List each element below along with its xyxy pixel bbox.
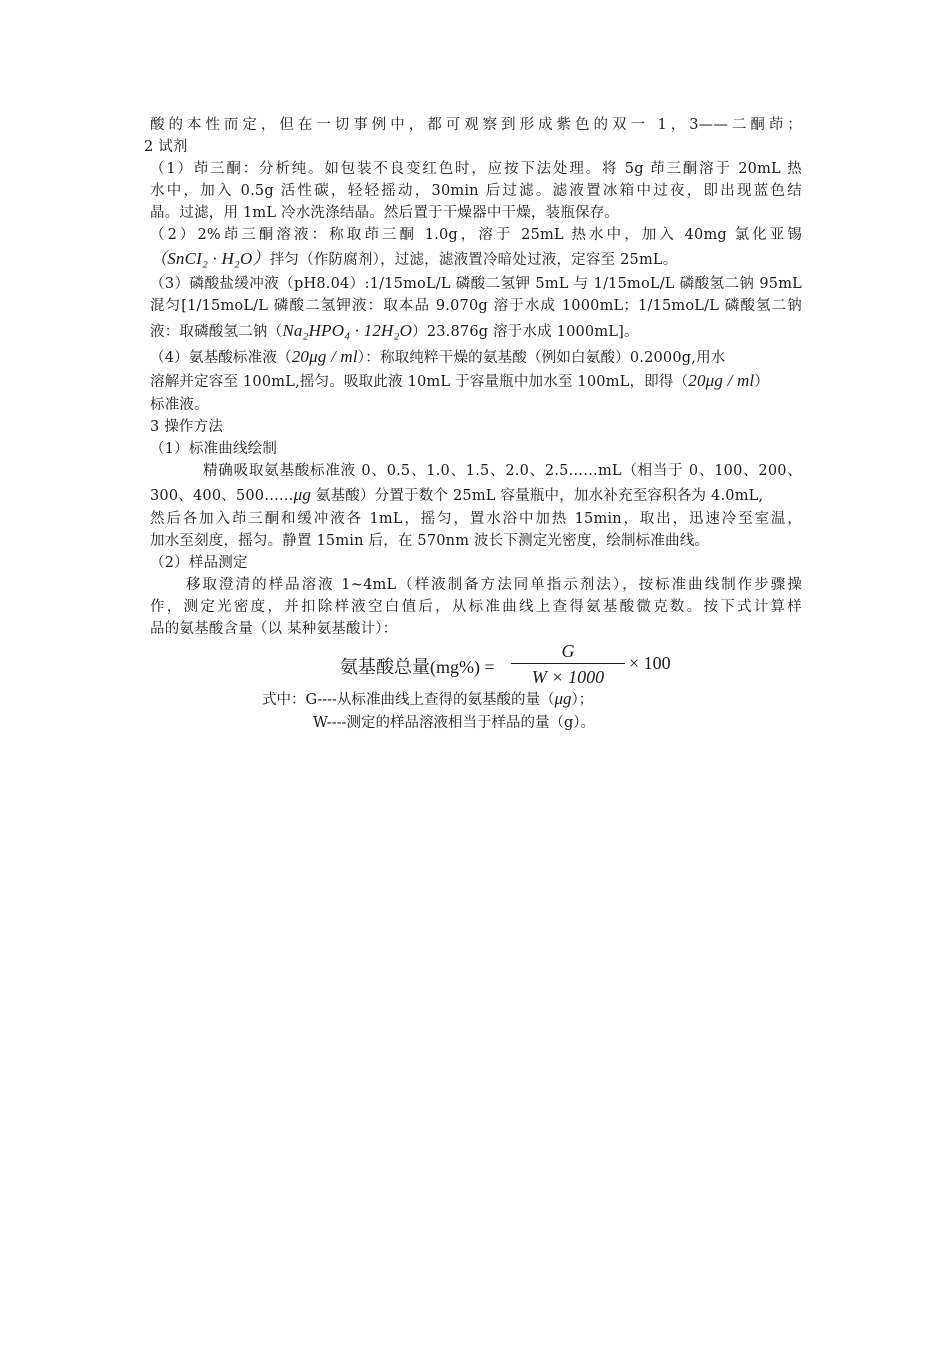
note-g-definition (262, 688, 593, 711)
subheading-standard-curve: （1）标准曲线绘制 (150, 441, 278, 457)
text-line-18-a: 300、400、500…… (150, 488, 294, 504)
text-line-11 (150, 346, 802, 369)
text-line-12 (150, 370, 802, 393)
text-line-20: 加水至刻度，摇匀。静置 15min 后，在 570nm 波长下测定光密度，绘制标准曲线。 (150, 533, 710, 549)
text-line-7 (150, 248, 802, 271)
text-line-9: 混匀[1/15moL/L 磷酸二氢钾液：取本品 9.070g 溶于水成 1000mL；1/15moL/L 磷酸氢二钠 (150, 298, 802, 314)
note-g-a: 式中：G----从标准曲线上查得的氨基酸的量（ (262, 692, 555, 708)
formula-lhs: 氨基酸总量(mg%) = (340, 657, 495, 677)
text-line-10-b: ）23.876g 溶于水成 1000mL]。 (412, 324, 639, 340)
note-g-b: ）； (571, 692, 594, 708)
amino-acid-formula (340, 640, 671, 690)
sncl-formula: （SnCI₂ · H₂O） (150, 249, 270, 268)
subheading-sample-test: （2）样品测定 (150, 555, 248, 571)
text-line-8: （3）磷酸盐缓冲液（pH8.04）:1/15moL/L 磷酸二氢钾 5mL 与 1/15moL/L 磷酸氢二钠 95mL (150, 276, 802, 292)
text-line-7-rest: 拌匀（作防腐剂），过滤，滤液置冷暗处过液，定容至 25mL。 (269, 252, 678, 268)
formula-fraction (511, 640, 625, 688)
section-heading-reagents: 2 试剂 (144, 139, 188, 155)
text-line-24: 品的氨基酸含量（以 某种氨基酸计）： (150, 621, 398, 637)
text-line-5: 晶。过滤，用 1mL 冷水洗涤结晶。然后置于干燥器中干燥，装瓶保存。 (150, 205, 620, 221)
text-line-3: （1）茚三酮：分析纯。如包装不良变红色时，应按下法处理。将 5g 茚三酮溶于 20mL 热 (150, 161, 802, 177)
text-line-17: 精确吸取氨基酸标准液 0、0.5、1.0、1.5、2.0、2.5……mL（相当于 0、100、200、 (203, 463, 802, 479)
text-line-1: 酸的本性而定，但在一切事例中，都可观察到形成紫色的双一 1，3——二酮茚； (150, 117, 802, 133)
text-line-11-a: （4）氨基酸标准液（ (150, 350, 292, 366)
formula-numerator: G (561, 641, 575, 661)
text-line-10 (150, 320, 802, 343)
text-line-12-a: 溶解并定容至 100mL,摇匀。吸取此液 10mL 于容量瓶中加水至 100mL，即得（ (150, 374, 689, 390)
note-ug-symbol: μg (554, 689, 572, 708)
concentration-formula: 20μg / ml (291, 347, 358, 366)
na2hpo4-formula: Na₂HPO₄ · 12H₂O (282, 321, 413, 340)
text-line-19: 然后各加入茚三酮和缓冲液各 1mL，摇匀，置水浴中加热 15min，取出，迅速冷至室温， (150, 511, 802, 527)
text-line-10-a: 液：取磷酸氢二钠（ (150, 324, 283, 340)
fraction-bar (511, 663, 625, 664)
note-w-definition: W----测定的样品溶液相当于样品的量（g）。 (313, 715, 595, 731)
text-line-18 (150, 484, 802, 507)
ug-symbol: μg (293, 485, 312, 504)
text-line-13: 标准液。 (150, 397, 209, 413)
formula-denominator: W × 1000 (531, 667, 605, 687)
text-line-12-b: ） (754, 374, 770, 390)
section-heading-procedure: 3 操作方法 (150, 419, 224, 435)
formula-rhs: × 100 (629, 653, 671, 673)
text-line-4: 水中，加入 0.5g 活性碳，轻轻摇动，30min 后过滤。滤液置冰箱中过夜，即出现蓝色结 (150, 183, 802, 199)
text-line-6: （2）2%茚三酮溶液：称取茚三酮 1.0g，溶于 25mL 热水中，加入 40mg 氯化亚锡 (150, 227, 802, 243)
text-line-22: 移取澄清的样品溶液 1~4mL（样液制备方法同单指示剂法），按标准曲线制作步骤操 (186, 577, 802, 593)
text-line-23: 作，测定光密度，并扣除样液空白值后，从标准曲线上查得氨基酸微克数。按下式计算样 (150, 599, 802, 615)
concentration-formula-2: 20μg / ml (688, 371, 755, 390)
text-line-11-b: ）：称取纯粹干燥的氨基酸（例如白氨酸）0.2000g,用水 (357, 350, 726, 366)
text-line-18-b: 氨基酸）分置于数个 25mL 容量瓶中，加水补充至容积各为 4.0mL, (311, 488, 764, 504)
